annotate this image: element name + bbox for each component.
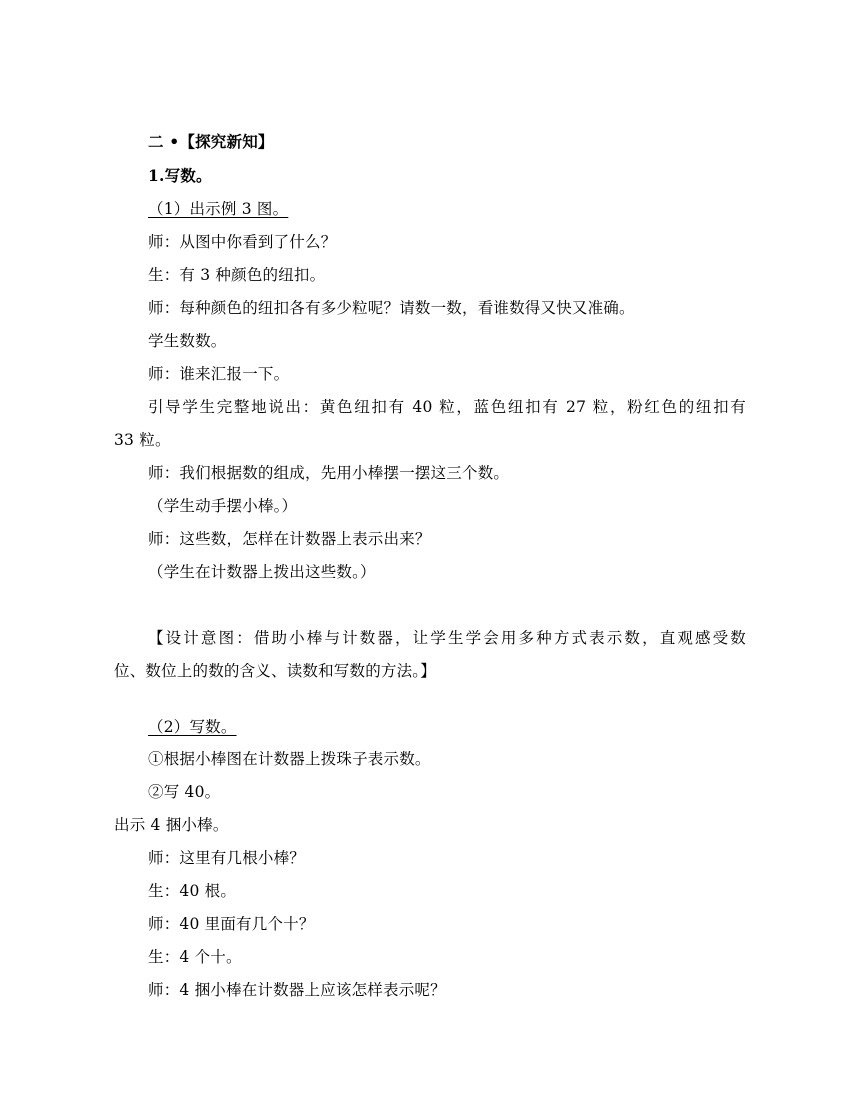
guide-paragraph-line-2: 33 粒。 xyxy=(114,431,171,449)
dialogue-line: 师：谁来汇报一下。 xyxy=(148,365,290,383)
dialogue-line: 出示 4 捆小棒。 xyxy=(114,816,229,834)
part2-title: （2）写数。 xyxy=(148,718,237,736)
dialogue-line: 师：每种颜色的纽扣各有多少粒呢？请数一数，看谁数得又快又准确。 xyxy=(148,299,635,317)
dialogue-line: ②写 40。 xyxy=(148,783,221,801)
dialogue-line: 师：4 捆小棒在计数器上应该怎样表示呢？ xyxy=(148,981,446,999)
dialogue-line: 师：40 里面有几个十？ xyxy=(148,915,315,933)
dialogue-line: 师：这些数，怎样在计数器上表示出来？ xyxy=(148,530,431,548)
dialogue-line: 师：从图中你看到了什么？ xyxy=(148,233,337,251)
dialogue-line: 师：这里有几根小棒？ xyxy=(148,849,306,867)
dialogue-line: 学生数数。 xyxy=(148,332,227,350)
guide-paragraph-line-1: 引导学生完整地说出：黄色纽扣有 40 粒，蓝色纽扣有 27 粒，粉红色的纽扣有 xyxy=(148,398,746,416)
sub-heading-write-numbers: 1.写数。 xyxy=(148,166,212,185)
dialogue-line: 生：4 个十。 xyxy=(148,948,242,966)
dialogue-line: （学生在计数器上拨出这些数。） xyxy=(148,563,376,581)
section-heading: 二 •【探究新知】 xyxy=(148,132,274,151)
design-intent-line-1: 【设计意图：借助小棒与计数器，让学生学会用多种方式表示数，直观感受数 xyxy=(148,629,746,647)
dialogue-line: 生：有 3 种颜色的纽扣。 xyxy=(148,266,326,284)
dialogue-line: 生：40 根。 xyxy=(148,882,237,900)
part1-title: （1）出示例 3 图。 xyxy=(148,200,289,218)
dialogue-line: ①根据小棒图在计数器上拨珠子表示数。 xyxy=(148,750,431,768)
design-intent-line-2: 位、数位上的数的含义、读数和写数的方法。】 xyxy=(114,662,436,680)
dialogue-line: （学生动手摆小棒。） xyxy=(148,497,298,515)
dialogue-line: 师：我们根据数的组成，先用小棒摆一摆这三个数。 xyxy=(148,464,510,482)
